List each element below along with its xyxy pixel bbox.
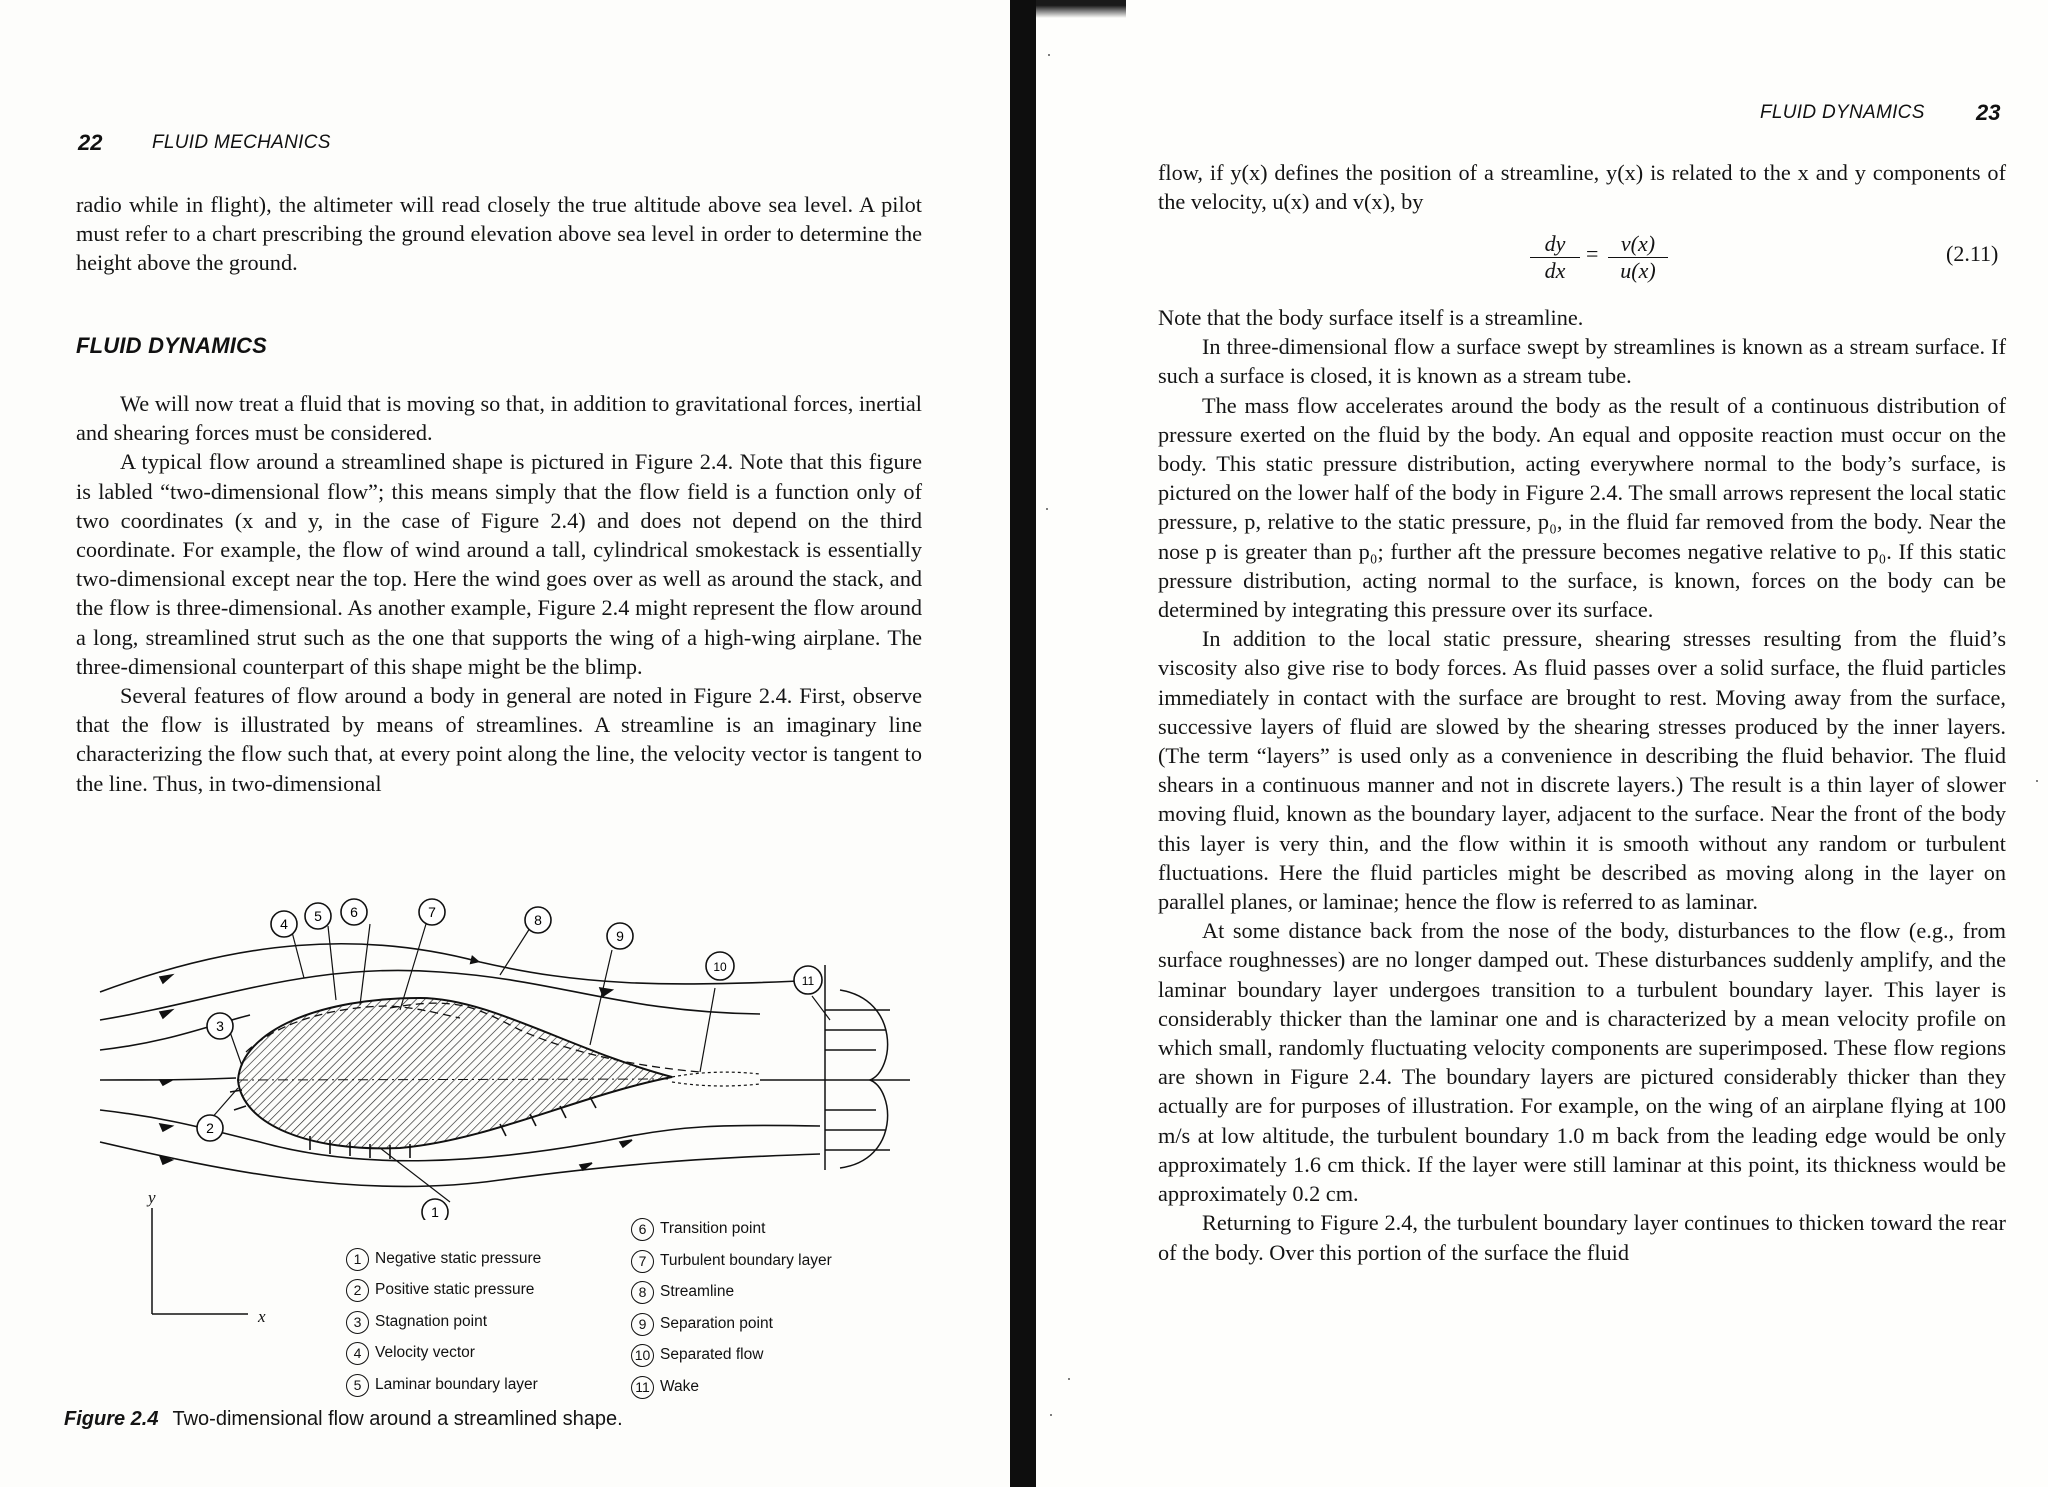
svg-text:11: 11	[801, 974, 815, 988]
streamline-figure	[60, 880, 910, 1220]
legend-item: 5 Laminar boundary layer	[346, 1372, 538, 1398]
flow-arrow	[160, 1080, 172, 1085]
axis-y-label: y	[148, 1188, 156, 1207]
flow-arrow	[620, 1140, 632, 1147]
left-page-number: 22	[78, 130, 103, 155]
axis-indicator	[150, 1208, 260, 1318]
callout-8	[525, 907, 551, 933]
legend-item: 7 Turbulent boundary layer	[631, 1248, 832, 1274]
svg-text:6: 6	[350, 904, 358, 920]
left-section-paragraph: A typical flow around a streamlined shape is pictured in Figure 2.4. Note that this figure is labled “two-dimensional flow”; this means simply that the flow field is a function only of two coordinates (x and y, in the case of Figure 2.4) and does not depend on the third coordinate. For example, the flow of wind around a tall, cylindrical smokestack is essentially two-dimensional except near the top. Here the wind goes over as well as around the stack, and the flow is three-dimensional. As another example, Figure 2.4 might represent the flow around a long, streamlined strut such as the one that supports the wing of a high-wing airplane. The three-dimensional counterpart of this shape might be the blimp.	[76, 449, 922, 679]
left-paragraph: radio while in flight), the altimeter will read closely the true altitude above sea level. A pilot must refer to a chart prescribing the ground elevation above sea level in order to determine the height above the ground.	[76, 192, 922, 276]
callout-11	[794, 966, 822, 994]
flow-arrow	[160, 1010, 172, 1018]
right-paragraph: In three-dimensional flow a surface swept by streamlines is known as a stream surface. If such a surface is closed, it is known as a stream tube.	[1158, 334, 2006, 389]
svg-text:9: 9	[616, 928, 624, 944]
gutter-shadow	[1036, 0, 1126, 18]
right-body-text	[1158, 303, 2006, 1267]
legend-item: 3 Stagnation point	[346, 1309, 487, 1335]
scan-speck	[1068, 1378, 1070, 1380]
right-paragraph: At some distance back from the nose of the body, disturbances to the flow (e.g., from surface roughnesses) are no longer damped out. These disturbances suddenly amplify, and the laminar boundary layer undergoes transition to a turbulent boundary layer. This layer is considerably thicker than the laminar one and is characterized by a mean velocity profile on which small, randomly fluctuating velocity components are superimposed. These flow regions are shown in Figure 2.4. The boundary layers are pictured considerably thicker than they actually are for purposes of illustration. For example, on the wing of an airplane flying at 100 m/s at low altitude, the turbulent boundary 1.0 m back from the leading edge would be only approximately 1.6 cm thick. If the layer were still laminar at this point, its thickness would be approximately 0.2 cm.	[1158, 918, 2006, 1207]
left-running-head: FLUID MECHANICS	[152, 132, 331, 153]
scan-speck	[2036, 780, 2038, 782]
equation-rhs	[1608, 231, 1668, 284]
equation-equals: =	[1586, 241, 1599, 266]
equation-rhs-denominator: u(x)	[1620, 258, 1656, 283]
left-opening-text	[76, 190, 922, 278]
equation-2-11	[1490, 225, 2010, 287]
equation-lhs-denominator: dx	[1544, 258, 1566, 283]
svg-text:5: 5	[314, 908, 322, 924]
caption-label: Figure 2.4	[64, 1408, 159, 1430]
callout-2	[197, 1115, 223, 1141]
svg-text:3: 3	[216, 1018, 224, 1034]
svg-text:8: 8	[534, 912, 542, 928]
callout-10	[706, 952, 734, 980]
legend-item: 10 Separated flow	[631, 1342, 763, 1368]
right-intro-text	[1158, 158, 2006, 216]
svg-text:10: 10	[713, 960, 727, 974]
section-heading: FLUID DYNAMICS	[76, 333, 268, 358]
right-paragraph: Note that the body surface itself is a streamline.	[1158, 305, 1584, 330]
right-page-number: 23	[1976, 100, 2001, 125]
equation-number: (2.11)	[1946, 241, 1999, 266]
axis-x-label: x	[258, 1307, 266, 1326]
wake-region	[672, 1072, 760, 1086]
legend-item: 8 Streamline	[631, 1279, 734, 1305]
callout-1	[422, 1199, 448, 1220]
scan-speck	[1048, 54, 1050, 56]
callout-9	[607, 923, 633, 949]
left-section-paragraph: Several features of flow around a body in general are noted in Figure 2.4. First, observe that the flow is illustrated by means of streamlines. A streamline is an imaginary line characterizing the flow such that, at every point along the line, the velocity vector is tangent to the line. Thus, in two-dimensional	[76, 683, 922, 796]
legend-item: 6 Transition point	[631, 1216, 765, 1242]
caption-text: Two-dimensional flow around a streamlined shape.	[172, 1408, 623, 1430]
right-running-head: FLUID DYNAMICS	[1760, 102, 1925, 123]
callout-4	[271, 911, 297, 937]
legend-item: 4 Velocity vector	[346, 1340, 475, 1366]
flow-arrow	[160, 1124, 172, 1131]
svg-text:2: 2	[206, 1120, 214, 1136]
right-paragraph: The mass flow accelerates around the body as the result of a continuous distribution of pressure exerted on the fluid by the body. An equal and opposite reaction must occur on the body. This static pressure distribution, acting everywhere normal to the body’s surface, is pictured on the lower half of the body in Figure 2.4. The small arrows represent the local static pressure, p, relative to the static pressure, p₀, in the fluid far removed from the body. Near the nose p is greater than p₀; further aft the pressure becomes negative relative to p₀. If this static pressure distribution, acting normal to the surface, is known, forces on the body can be determined by integrating this pressure over its surface.	[1158, 392, 2006, 623]
svg-text:4: 4	[280, 916, 288, 932]
svg-text:1: 1	[431, 1204, 439, 1220]
left-section-text	[76, 389, 922, 798]
streamline-bottom	[100, 1142, 820, 1186]
equation-rhs-numerator: v(x)	[1620, 231, 1656, 256]
right-paragraph: Returning to Figure 2.4, the turbulent boundary layer continues to thicken toward the rear of the body. Over this portion of the surface the fluid	[1158, 1210, 2006, 1265]
equation-lhs-numerator: dy	[1544, 231, 1566, 256]
svg-text:7: 7	[428, 904, 436, 920]
equation-lhs	[1530, 231, 1580, 284]
wake-profile	[760, 965, 910, 1170]
legend-item: 11 Wake	[631, 1374, 699, 1400]
callout-5	[305, 903, 331, 929]
book-gutter	[1010, 0, 1036, 1487]
left-section-paragraph: We will now treat a fluid that is moving so that, in addition to gravitational forces, inertial and shearing forces must be considered.	[76, 391, 922, 446]
right-intro-paragraph: flow, if y(x) defines the position of a streamline, y(x) is related to the x and y components of the velocity, u(x) and v(x), by	[1158, 160, 2006, 215]
callout-7	[419, 899, 445, 925]
scan-speck	[1050, 1414, 1052, 1416]
flow-arrow	[160, 975, 172, 983]
figure-caption	[64, 1408, 623, 1431]
callout-6	[341, 899, 367, 925]
right-paragraph: In addition to the local static pressure, shearing stresses resulting from the fluid’s viscosity also give rise to body forces. As fluid passes over a solid surface, the fluid particles immediately in contact with the surface are brought to rest. Moving away from the surface, successive layers of fluid are slowed by the shearing stresses produced by the inner layers. (The term “layers” is used only as a convenience in describing the fluid behavior. The fluid shears in a continuous manner and not in discrete layers.) The result is a thin layer of slower moving fluid, known as the boundary layer, adjacent to the surface. Near the front of the body this layer is very thin, and the flow within it is smooth without any random or turbulent fluctuations. Here the fluid particles might be described as moving along in the layer on parallel planes, or laminae; hence the flow is referred to as laminar.	[1158, 626, 2006, 915]
scan-speck	[1046, 508, 1048, 510]
legend-item: 2 Positive static pressure	[346, 1277, 534, 1303]
streamlined-body	[238, 998, 672, 1148]
legend-item: 9 Separation point	[631, 1311, 773, 1337]
callout-3	[207, 1013, 233, 1039]
legend-item: 1 Negative static pressure	[346, 1246, 541, 1272]
